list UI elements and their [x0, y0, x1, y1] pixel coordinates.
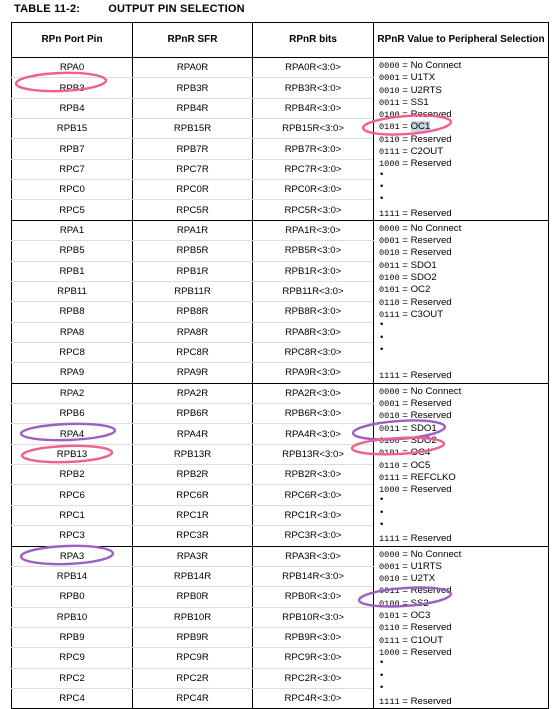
value-code: 0101 [379, 448, 400, 459]
port-pin-cell: RPB7 [12, 139, 133, 159]
value-line-last: 1111 = Reserved [379, 696, 452, 708]
value-code: 1111 [379, 534, 400, 545]
ellipsis-dot: • [380, 506, 384, 518]
value-line: 0001 = U1RTS [379, 560, 442, 572]
value-line: 0111 = REFCLKO [379, 471, 456, 483]
value-line: 0101 = OC3 [379, 610, 431, 622]
value-label: OC4 [410, 447, 431, 459]
sfr-cell: RPB4R [133, 98, 253, 118]
bits-cell: RPB11R<3:0> [253, 281, 374, 301]
value-line: 0101 = OC4 [379, 447, 431, 459]
value-code: 0010 [379, 574, 400, 585]
port-pin-cell: RPB4 [12, 98, 133, 118]
bits-cell: RPC6R<3:0> [253, 485, 374, 505]
value-line: 0100 = SS2 [379, 597, 429, 609]
table-number: TABLE 11-2: [14, 3, 81, 15]
ellipsis-dot: • [380, 168, 384, 180]
port-pin-cell: RPB1 [12, 261, 133, 281]
port-pin-cell: RPA8 [12, 322, 133, 342]
value-label: SS2 [410, 597, 429, 609]
value-line: 0000 = No Connect [379, 222, 462, 234]
value-label: Reserved [410, 622, 452, 634]
value-code: 0111 [379, 147, 400, 158]
sfr-cell: RPB13R [133, 444, 253, 464]
sfr-cell: RPB9R [133, 627, 253, 647]
port-pin-cell: RPC3 [12, 526, 133, 546]
value-line-last: 1111 = Reserved [379, 207, 452, 219]
bits-cell: RPC1R<3:0> [253, 505, 374, 525]
value-line: 0000 = No Connect [379, 385, 462, 397]
port-pin-cell: RPB14 [12, 566, 133, 586]
value-label: SDO1 [410, 422, 437, 434]
bits-cell: RPC0R<3:0> [253, 180, 374, 200]
sfr-cell: RPC1R [133, 505, 253, 525]
sfr-cell: RPC5R [133, 200, 253, 220]
value-line: 0101 = OC1 [379, 121, 431, 133]
sfr-cell: RPC4R [133, 688, 253, 708]
value-label: Reserved [410, 398, 452, 410]
bits-cell: RPB9R<3:0> [253, 627, 374, 647]
table-title [14, 3, 245, 15]
value-line: 0111 = C1OUT [379, 634, 444, 646]
value-label: C1OUT [410, 634, 444, 646]
value-label: No Connect [410, 385, 462, 397]
port-pin-cell: RPC8 [12, 342, 133, 362]
value-label: C3OUT [410, 308, 444, 320]
sfr-cell: RPA1R [133, 220, 253, 240]
value-label: Reserved [410, 484, 452, 496]
port-pin-cell: RPA3 [12, 546, 133, 566]
bits-cell: RPB8R<3:0> [253, 302, 374, 322]
value-label: OC5 [410, 459, 431, 471]
value-label: OC2 [410, 284, 431, 296]
port-pin-cell: RPC4 [12, 688, 133, 708]
port-pin-cell: RPB3 [12, 78, 133, 98]
value-line: 0011 = SDO1 [379, 422, 437, 434]
value-code: 0001 [379, 561, 400, 572]
table-row [12, 546, 549, 566]
sfr-cell: RPC9R [133, 648, 253, 668]
sfr-cell: RPB8R [133, 302, 253, 322]
bits-cell: RPB4R<3:0> [253, 98, 374, 118]
sfr-cell: RPB0R [133, 587, 253, 607]
value-line: 0011 = Reserved [379, 585, 452, 597]
bits-cell: RPB1R<3:0> [253, 261, 374, 281]
output-pin-selection-table [11, 22, 549, 709]
bits-cell: RPA9R<3:0> [253, 363, 374, 383]
value-line: 0110 = Reserved [379, 133, 452, 145]
port-pin-cell: RPC2 [12, 668, 133, 688]
value-code: 0010 [379, 411, 400, 422]
value-line: 0111 = C2OUT [379, 146, 444, 158]
table-row [12, 383, 549, 403]
value-code: 1000 [379, 159, 400, 170]
value-line-last: 1111 = Reserved [379, 533, 452, 545]
port-pin-cell: RPC6 [12, 485, 133, 505]
value-code: 0101 [379, 285, 400, 296]
value-code: 1000 [379, 485, 400, 496]
value-code: 0100 [379, 110, 400, 121]
value-code: 0100 [379, 273, 400, 284]
bits-cell: RPA2R<3:0> [253, 383, 374, 403]
value-line: 0010 = U2TX [379, 573, 436, 585]
value-code: 0110 [379, 297, 400, 308]
port-pin-cell: RPB6 [12, 404, 133, 424]
value-list [374, 220, 549, 383]
ellipsis-dot: • [380, 669, 384, 681]
bits-cell: RPA4R<3:0> [253, 424, 374, 444]
header-value: RPnR Value to Peripheral Selection [374, 23, 549, 58]
value-code: 0001 [379, 236, 400, 247]
value-label: Reserved [410, 158, 452, 170]
table-name: OUTPUT PIN SELECTION [108, 3, 245, 15]
value-line: 0111 = C3OUT [379, 308, 444, 320]
value-code: 1111 [379, 697, 400, 708]
value-list [374, 58, 549, 221]
sfr-cell: RPC8R [133, 342, 253, 362]
sfr-cell: RPA3R [133, 546, 253, 566]
bits-cell: RPB5R<3:0> [253, 241, 374, 261]
value-line: 0010 = U2RTS [379, 84, 442, 96]
header-bits: RPnR bits [253, 23, 374, 58]
value-line: 1000 = Reserved [379, 158, 452, 170]
value-code: 0110 [379, 134, 400, 145]
bits-cell: RPB13R<3:0> [253, 444, 374, 464]
bits-cell: RPC4R<3:0> [253, 688, 374, 708]
port-pin-cell: RPC0 [12, 180, 133, 200]
sfr-cell: RPC2R [133, 668, 253, 688]
value-line: 0001 = Reserved [379, 235, 452, 247]
bits-cell: RPC9R<3:0> [253, 648, 374, 668]
ellipsis-dot: • [380, 193, 384, 205]
value-code: 0101 [379, 122, 400, 133]
value-line: 0100 = Reserved [379, 109, 452, 121]
sfr-cell: RPA2R [133, 383, 253, 403]
value-code: 0101 [379, 611, 400, 622]
port-pin-cell: RPC7 [12, 159, 133, 179]
port-pin-cell: RPB15 [12, 119, 133, 139]
value-line: 0001 = Reserved [379, 398, 452, 410]
port-pin-cell: RPB9 [12, 627, 133, 647]
sfr-cell: RPA4R [133, 424, 253, 444]
value-line: 0110 = OC5 [379, 459, 431, 471]
bits-cell: RPC8R<3:0> [253, 342, 374, 362]
sfr-cell: RPB11R [133, 281, 253, 301]
ellipsis-dot: • [380, 319, 384, 331]
bits-cell: RPB2R<3:0> [253, 465, 374, 485]
port-pin-cell: RPB0 [12, 587, 133, 607]
value-code: 0000 [379, 61, 400, 71]
port-pin-cell: RPC9 [12, 648, 133, 668]
port-pin-cell: RPB13 [12, 444, 133, 464]
port-pin-cell: RPB11 [12, 281, 133, 301]
value-code: 1111 [379, 371, 400, 382]
sfr-cell: RPC7R [133, 159, 253, 179]
value-line: 0110 = Reserved [379, 622, 452, 634]
value-label: No Connect [410, 222, 462, 234]
value-label: C2OUT [410, 146, 444, 158]
value-label: No Connect [410, 60, 462, 71]
value-label: Reserved [410, 533, 452, 545]
bits-cell: RPB7R<3:0> [253, 139, 374, 159]
value-label: SDO2 [410, 272, 437, 284]
value-code: 0111 [379, 635, 400, 646]
value-code: 0111 [379, 472, 400, 483]
port-pin-cell: RPC1 [12, 505, 133, 525]
port-pin-cell: RPA0 [12, 58, 133, 78]
value-label: Reserved [410, 696, 452, 708]
bits-cell: RPC7R<3:0> [253, 159, 374, 179]
bits-cell: RPB0R<3:0> [253, 587, 374, 607]
port-pin-cell: RPA9 [12, 363, 133, 383]
value-code: 0100 [379, 598, 400, 609]
ellipsis-dot: • [380, 681, 384, 693]
port-pin-cell: RPA2 [12, 383, 133, 403]
bits-cell: RPA8R<3:0> [253, 322, 374, 342]
value-label: Reserved [410, 247, 452, 259]
sfr-cell: RPC6R [133, 485, 253, 505]
sfr-cell: RPB1R [133, 261, 253, 281]
value-line: 0100 = SDO2 [379, 272, 437, 284]
value-label: Reserved [410, 646, 452, 658]
value-list [374, 383, 549, 546]
table-row [12, 58, 549, 78]
value-label: Reserved [410, 296, 452, 308]
value-line: 0000 = No Connect [379, 60, 462, 71]
value-line: 0011 = SS1 [379, 96, 429, 108]
value-line: 0101 = OC2 [379, 284, 431, 296]
sfr-cell: RPC3R [133, 526, 253, 546]
value-label: OC1 [410, 121, 431, 133]
value-label: SS1 [410, 96, 429, 108]
value-code: 1111 [379, 208, 400, 219]
sfr-cell: RPA0R [133, 58, 253, 78]
value-code: 0000 [379, 386, 400, 397]
value-line: 0010 = Reserved [379, 247, 452, 259]
sfr-cell: RPA8R [133, 322, 253, 342]
sfr-cell: RPB6R [133, 404, 253, 424]
value-code: 0100 [379, 435, 400, 446]
value-code: 0011 [379, 260, 400, 271]
value-label: U1RTS [410, 560, 442, 572]
bits-cell: RPB10R<3:0> [253, 607, 374, 627]
sfr-cell: RPB14R [133, 566, 253, 586]
port-pin-cell: RPC5 [12, 200, 133, 220]
value-code: 0000 [379, 549, 400, 560]
value-code: 0110 [379, 623, 400, 634]
sfr-cell: RPA9R [133, 363, 253, 383]
port-pin-cell: RPB2 [12, 465, 133, 485]
value-code: 0001 [379, 73, 400, 84]
value-label: Reserved [410, 109, 452, 121]
bits-cell: RPC3R<3:0> [253, 526, 374, 546]
ellipsis-dot: • [380, 180, 384, 192]
value-line: 1000 = Reserved [379, 484, 452, 496]
bits-cell: RPB15R<3:0> [253, 119, 374, 139]
value-label: Reserved [410, 370, 452, 382]
value-label: SDO2 [410, 434, 437, 446]
value-label: U2TX [410, 573, 436, 585]
value-label: U1TX [410, 72, 436, 84]
port-pin-cell: RPA1 [12, 220, 133, 240]
bits-cell: RPC2R<3:0> [253, 668, 374, 688]
port-pin-cell: RPB10 [12, 607, 133, 627]
value-label: Reserved [410, 207, 452, 219]
bits-cell: RPB3R<3:0> [253, 78, 374, 98]
bits-cell: RPA0R<3:0> [253, 58, 374, 78]
ellipsis-dot: • [380, 657, 384, 669]
table-row [12, 220, 549, 240]
value-line: 0110 = Reserved [379, 296, 452, 308]
value-line: 0000 = No Connect [379, 548, 462, 560]
value-label: Reserved [410, 410, 452, 422]
bits-cell: RPA3R<3:0> [253, 546, 374, 566]
ellipsis-dot: • [380, 494, 384, 506]
port-pin-cell: RPA4 [12, 424, 133, 444]
sfr-cell: RPB5R [133, 241, 253, 261]
value-line-last: 1111 = Reserved [379, 370, 452, 382]
value-line: 0100 = SDO2 [379, 434, 437, 446]
value-line: 1000 = Reserved [379, 646, 452, 658]
sfr-cell: RPB2R [133, 465, 253, 485]
value-label: Reserved [410, 585, 452, 597]
ellipsis-dot: • [380, 343, 384, 355]
bits-cell: RPB6R<3:0> [253, 404, 374, 424]
value-code: 0011 [379, 586, 400, 597]
value-line: 0010 = Reserved [379, 410, 452, 422]
value-label: Reserved [410, 235, 452, 247]
value-code: 0000 [379, 223, 400, 234]
value-list [374, 546, 549, 709]
ellipsis-dot: • [380, 518, 384, 530]
sfr-cell: RPB7R [133, 139, 253, 159]
sfr-cell: RPB3R [133, 78, 253, 98]
ellipsis-dot: • [380, 331, 384, 343]
value-label: SDO1 [410, 259, 437, 271]
value-code: 0010 [379, 85, 400, 96]
value-label: No Connect [410, 548, 462, 560]
value-code: 0111 [379, 309, 400, 320]
sfr-cell: RPB15R [133, 119, 253, 139]
header-row [12, 23, 549, 58]
value-code: 0001 [379, 399, 400, 410]
value-line: 0001 = U1TX [379, 72, 436, 84]
sfr-cell: RPB10R [133, 607, 253, 627]
value-line: 0011 = SDO1 [379, 259, 437, 271]
value-label: OC3 [410, 610, 431, 622]
value-label: U2RTS [410, 84, 442, 96]
value-label: REFCLKO [410, 471, 456, 483]
value-label: Reserved [410, 133, 452, 145]
header-port-pin: RPn Port Pin [12, 23, 133, 58]
bits-cell: RPC5R<3:0> [253, 200, 374, 220]
value-code: 0110 [379, 460, 400, 471]
bits-cell: RPB14R<3:0> [253, 566, 374, 586]
value-code: 0010 [379, 248, 400, 259]
port-pin-cell: RPB8 [12, 302, 133, 322]
value-code: 1000 [379, 647, 400, 658]
value-code: 0011 [379, 423, 400, 434]
bits-cell: RPA1R<3:0> [253, 220, 374, 240]
header-sfr: RPnR SFR [133, 23, 253, 58]
value-code: 0011 [379, 97, 400, 108]
sfr-cell: RPC0R [133, 180, 253, 200]
port-pin-cell: RPB5 [12, 241, 133, 261]
